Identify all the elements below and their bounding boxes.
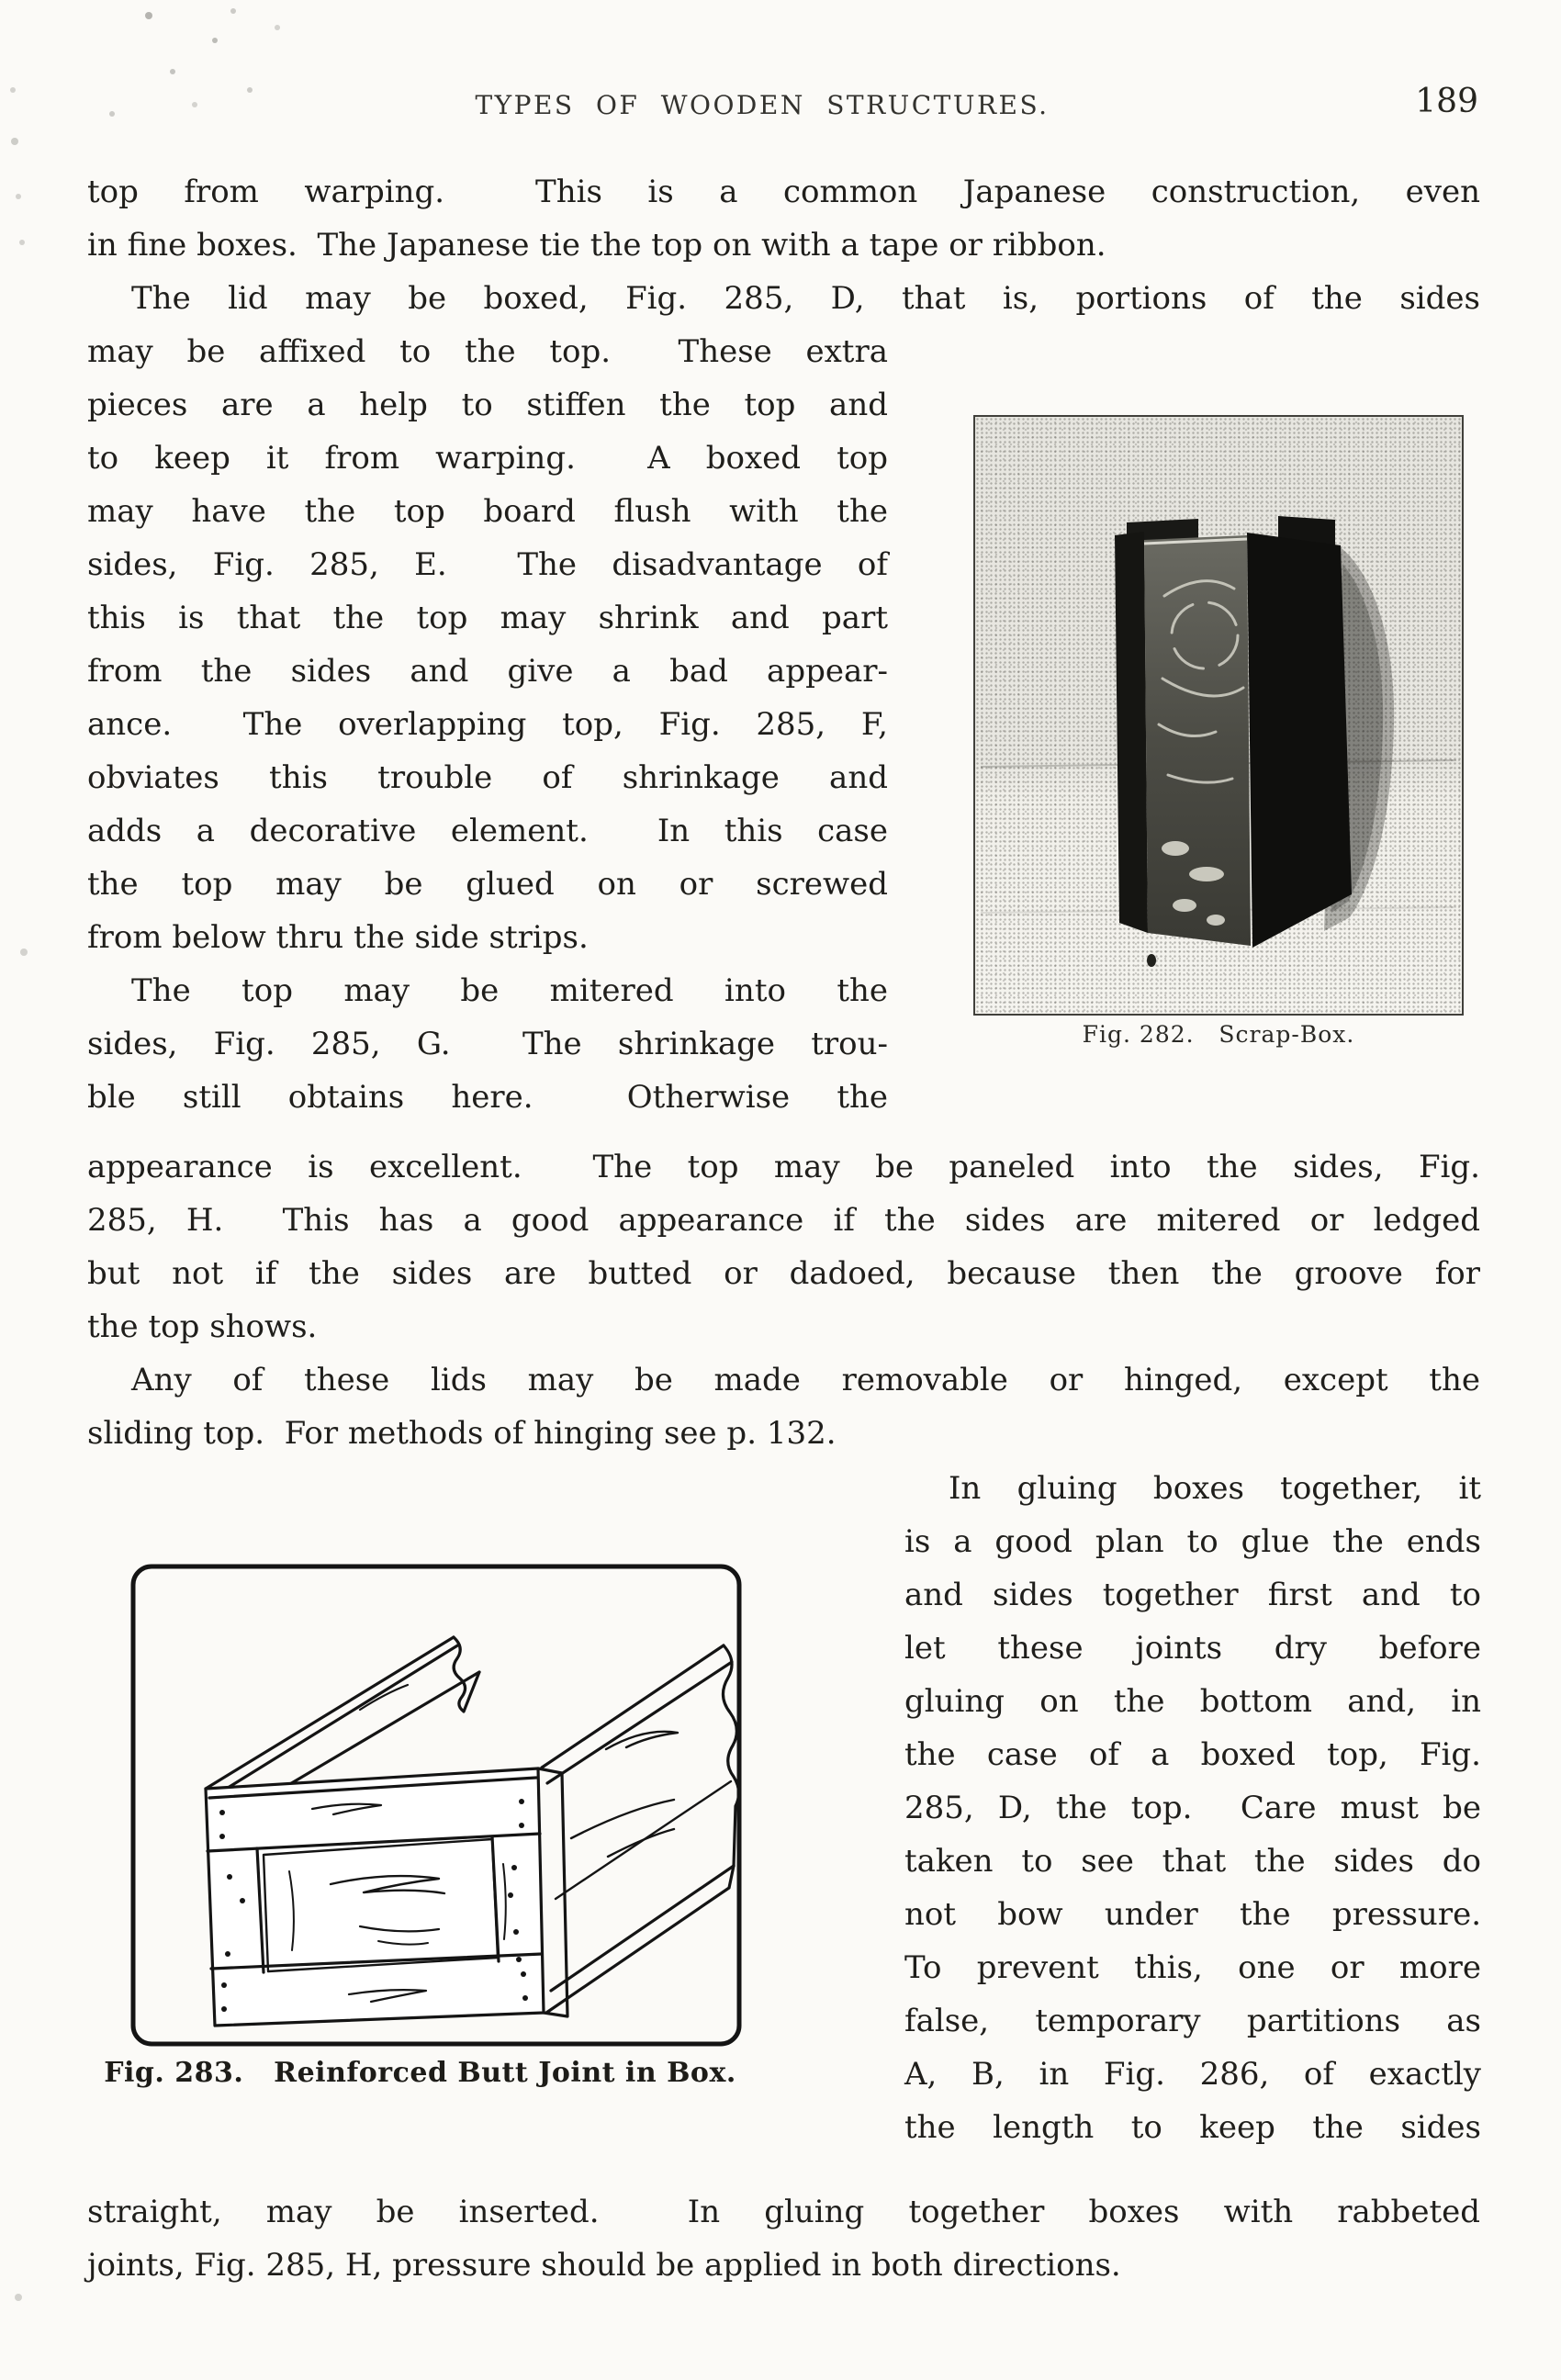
text-line: In gluing boxes together, it [949,1470,1481,1507]
text-line: Any of these lids may be made removable or hinged, except the [131,1362,1480,1398]
paragraph-block-beside-photo [87,325,888,1124]
text-line: To prevent this, one or more [904,1949,1481,1986]
text-line: the top may be glued on or screwed [87,866,888,903]
fig283-caption: Fig. 283. Reinforced Butt Joint in Box. [104,2057,736,2089]
text-line: and sides together first and to [904,1577,1481,1613]
text-line: from below thru the side strips. [87,919,589,956]
paragraph-block-mid [87,1140,1480,1460]
text-line: may have the top board flush with the [87,493,888,530]
text-line: the top shows. [87,1308,318,1345]
text-line: the case of a boxed top, Fig. [904,1736,1481,1773]
text-line: gluing on the bottom and, in [904,1683,1481,1720]
text-line: The lid may be boxed, Fig. 285, D, that is, portions of the sides [131,280,1480,317]
text-line: straight, may be inserted. In gluing together boxes with rabbeted [87,2194,1480,2230]
text-line: sliding top. For methods of hinging see p. 132. [87,1415,837,1452]
paragraph-block-beside-drawing [904,1462,1481,2154]
paragraph-block-bottom [87,2185,1480,2292]
text-line: adds a decorative element. In this case [87,813,888,849]
paragraph-block-top [87,165,1480,325]
text-line: ble still obtains here. Otherwise the [87,1079,888,1116]
page-number: 189 [1415,83,1478,120]
text-line: this is that the top may shrink and part [87,600,888,636]
text-line: sides, Fig. 285, G. The shrinkage trou- [87,1026,888,1062]
text-line: sides, Fig. 285, E. The disadvantage of [87,546,888,583]
fig283-butt-joint-drawing [129,1561,746,2051]
text-line: A, B, in Fig. 286, of exactly [904,2056,1481,2093]
text-line: the length to keep the sides [904,2109,1481,2146]
text-line: to keep it from warping. A boxed top [87,440,888,477]
running-head-title: TYPES OF WOODEN STRUCTURES. [475,90,1050,120]
text-line: The top may be mitered into the [131,972,888,1009]
text-line: let these joints dry before [904,1630,1481,1667]
text-line: 285, H. This has a good appearance if the sides are mitered or ledged [87,1202,1480,1239]
text-line: is a good plan to glue the ends [904,1523,1481,1560]
text-line: pieces are a help to stiffen the top and [87,387,888,423]
text-line: 285, D, the top. Care must be [904,1790,1481,1826]
scan-speckles [0,0,4,4]
text-line: taken to see that the sides do [904,1843,1481,1880]
text-line: from the sides and give a bad appear- [87,653,888,690]
text-line: top from warping. This is a common Japanese construction, even [87,174,1480,210]
scrapbox-photo-art [975,417,1462,1014]
fig282-scrapbox-photo [973,415,1464,1016]
text-line: obviates this trouble of shrinkage and [87,759,888,796]
text-line: in fine boxes. The Japanese tie the top on with a tape or ribbon. [87,227,1106,264]
text-line: appearance is excellent. The top may be paneled into the sides, Fig. [87,1149,1480,1185]
text-line: may be affixed to the top. These extra [87,333,888,370]
text-line: false, temporary partitions as [904,2003,1481,2039]
text-line: joints, Fig. 285, H, pressure should be applied in both directions. [87,2247,1121,2284]
text-line: ance. The overlapping top, Fig. 285, F, [87,706,888,743]
text-line: not bow under the pressure. [904,1896,1481,1933]
butt-joint-drawing-art [129,1561,746,2051]
fig282-caption: Fig. 282. Scrap-Box. [1082,1021,1355,1048]
text-line: but not if the sides are butted or dadoed, because then the groove for [87,1255,1480,1292]
